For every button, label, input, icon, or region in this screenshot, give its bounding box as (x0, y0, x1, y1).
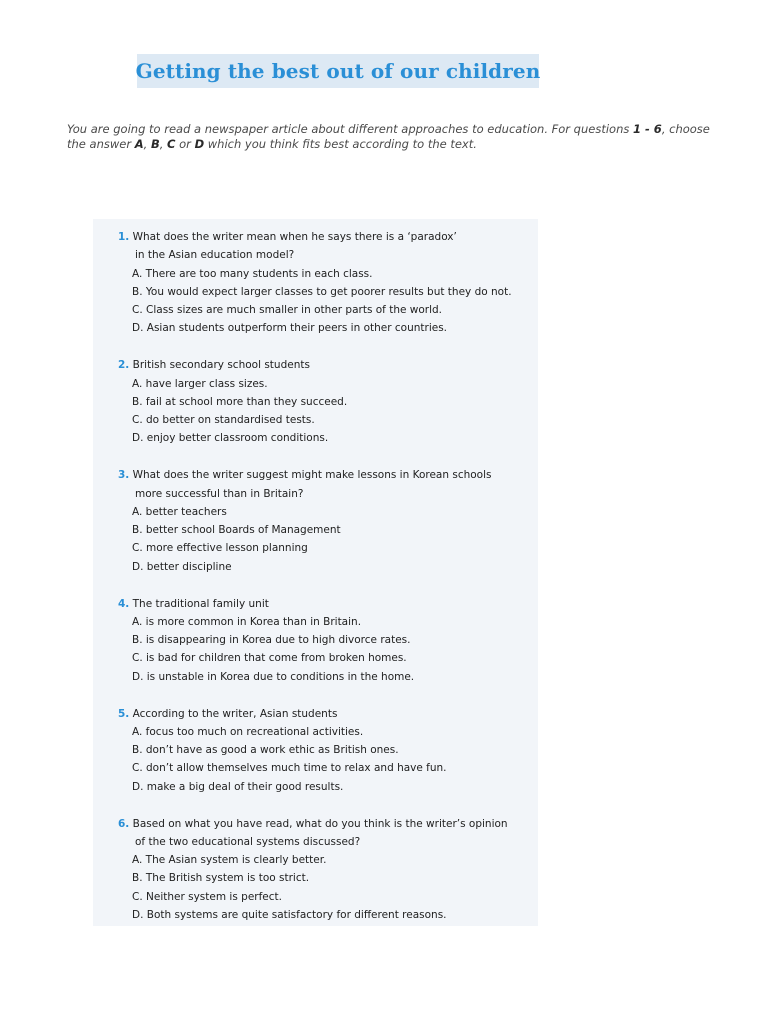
answer-option: D. enjoy better classroom conditions. (132, 432, 329, 445)
question-text: According to the writer, Asian students (132, 707, 338, 720)
answer-option: C. do better on standardised tests. (132, 414, 315, 427)
separator: or (175, 137, 195, 151)
answer-option: A. is more common in Korea than in Britain. (132, 615, 362, 628)
answer-option: A. There are too many students in each class. (132, 267, 373, 280)
question-range: 1 - 6 (633, 122, 662, 136)
answer-option: D. Both systems are quite satisfactory for different reasons. (132, 909, 447, 921)
answer-letter-a: A (134, 137, 144, 151)
question-number: 3. (118, 469, 130, 482)
answer-option: A. better teachers (132, 505, 227, 518)
answer-option: B. You would expect larger classes to get poorer results but they do not. (132, 285, 512, 298)
question-text: of the two educational systems discussed? (135, 835, 361, 848)
question-stem (118, 485, 538, 503)
question-text: British secondary school students (132, 359, 310, 372)
question-text: What does the writer suggest might make lessons in Korean schools (132, 469, 492, 482)
answer-option: A. have larger class sizes. (132, 377, 268, 390)
question-5 (118, 705, 538, 796)
answer-option: D. better discipline (132, 560, 232, 573)
answer-option: B. The British system is too strict. (132, 872, 310, 885)
answer-option: D. make a big deal of their good results. (132, 780, 344, 793)
question-text: What does the writer mean when he says there is a ‘paradox’ (132, 231, 457, 243)
question-stem (118, 466, 538, 484)
question-number: 5. (118, 707, 130, 720)
question-stem (118, 228, 538, 246)
answer-option: B. fail at school more than they succeed. (132, 395, 348, 408)
separator: , (159, 137, 168, 151)
question-6 (118, 815, 538, 925)
title-banner (137, 54, 539, 88)
question-stem (118, 246, 538, 264)
question-text: in the Asian education model? (135, 249, 295, 262)
separator: , (143, 137, 151, 151)
question-text: Based on what you have read, what do you think is the writer’s opinion (132, 817, 508, 830)
question-3 (118, 466, 538, 576)
question-stem (118, 705, 538, 723)
page-title: Getting the best out of our children (135, 59, 541, 83)
question-stem (118, 833, 538, 851)
instructions-text: You are going to read a newspaper article about different approaches to education. For questions (67, 122, 634, 136)
answer-option: A. The Asian system is clearly better. (132, 854, 327, 867)
question-4 (118, 595, 538, 686)
question-number: 1. (118, 231, 130, 243)
question-number: 2. (118, 359, 130, 372)
question-2 (118, 356, 538, 447)
question-text: The traditional family unit (132, 597, 269, 610)
answer-option: C. Class sizes are much smaller in other parts of the world. (132, 304, 443, 317)
answer-option: C. more effective lesson planning (132, 542, 308, 555)
answer-option: C. Neither system is perfect. (132, 890, 282, 903)
answer-letter-b: B (150, 137, 160, 151)
instructions-text: , choose the answer (67, 122, 710, 151)
answer-letter-d: D (194, 137, 205, 151)
question-stem (118, 356, 538, 374)
question-stem (118, 595, 538, 613)
question-1 (118, 228, 538, 338)
answer-option: B. is disappearing in Korea due to high divorce rates. (132, 634, 411, 647)
answer-option: D. Asian students outperform their peers in other countries. (132, 322, 448, 335)
question-list (118, 228, 538, 943)
answer-option: B. better school Boards of Management (132, 524, 341, 537)
answer-option: C. don’t allow themselves much time to relax and have fun. (132, 762, 447, 775)
question-stem (118, 815, 538, 833)
question-text: more successful than in Britain? (135, 487, 304, 500)
answer-option: D. is unstable in Korea due to conditions in the home. (132, 670, 415, 683)
answer-option: B. don’t have as good a work ethic as British ones. (132, 744, 399, 757)
answer-option: C. is bad for children that come from broken homes. (132, 652, 407, 665)
answer-option: A. focus too much on recreational activities. (132, 725, 364, 738)
instructions (67, 122, 727, 152)
answer-letter-c: C (167, 137, 176, 151)
instructions-text: which you think fits best according to the text. (204, 137, 477, 151)
question-number: 4. (118, 597, 130, 610)
question-number: 6. (118, 817, 130, 830)
